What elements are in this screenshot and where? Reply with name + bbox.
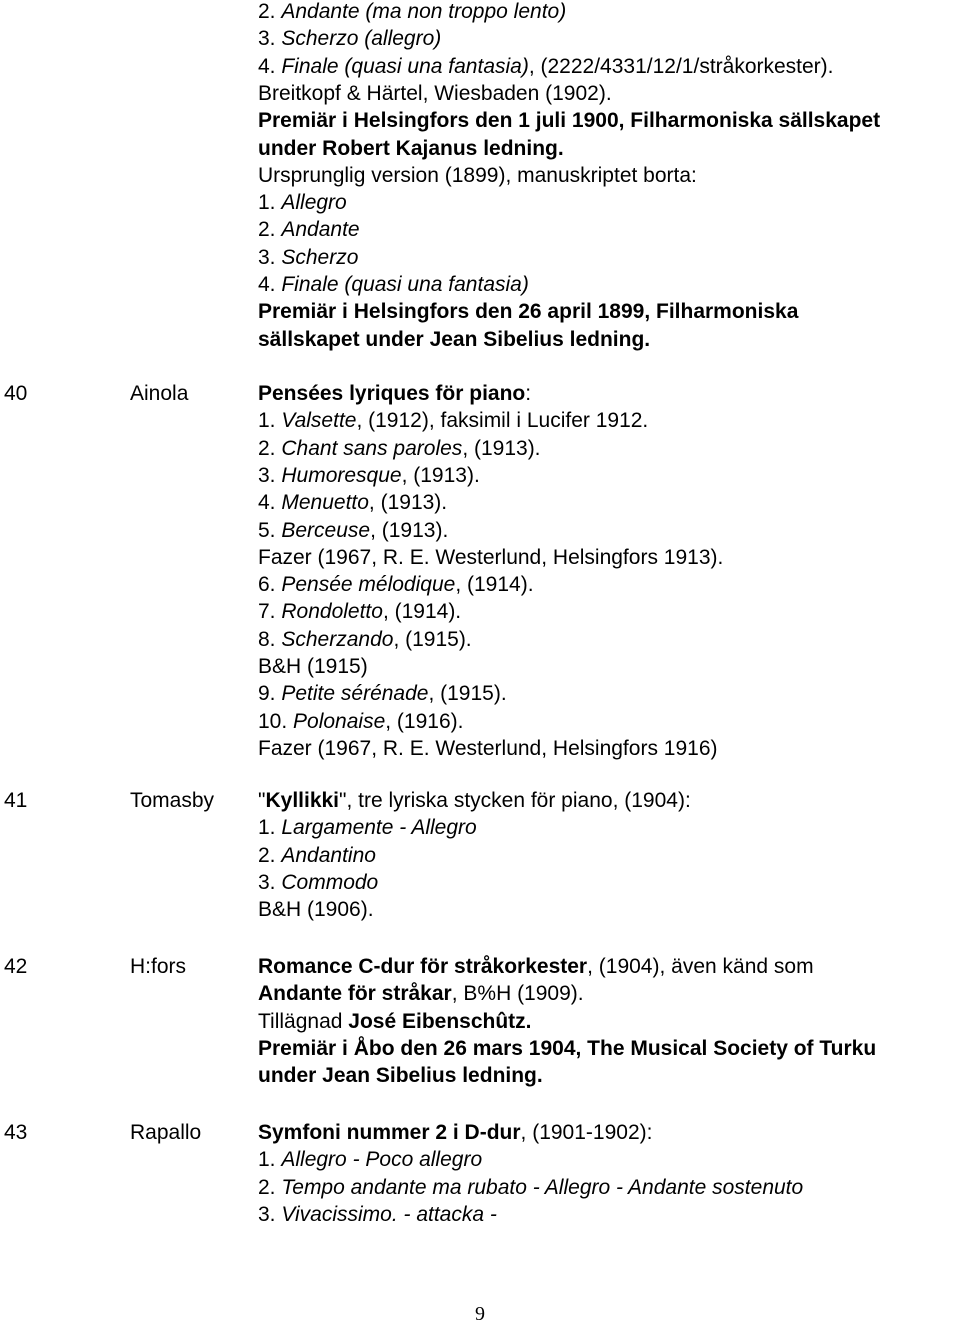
continuation-line: [258, 107, 880, 134]
entry-number: 40: [4, 382, 28, 405]
line-suffix: , (1915).: [393, 628, 472, 651]
line-text: Fazer (1967, R. E. Westerlund, Helsingfors 1913).: [258, 546, 724, 569]
line-prefix: 5.: [258, 519, 282, 542]
entry-place: Rapallo: [130, 1121, 202, 1144]
line-prefix: ": [258, 789, 266, 812]
entry-line: [258, 787, 691, 814]
line-title: Finale (quasi una fantasia): [281, 273, 529, 296]
line-prefix: 1.: [258, 816, 282, 839]
entry-line: [258, 489, 447, 516]
line-suffix: , (1913).: [370, 519, 449, 542]
line-text: Ursprunglig version (1899), manuskriptet borta:: [258, 164, 697, 187]
line-title: Scherzando: [281, 628, 394, 651]
line-title: Humoresque: [281, 464, 402, 487]
entry-line: [258, 544, 723, 571]
entry-line: [258, 517, 448, 544]
line-suffix: , (1915).: [428, 682, 507, 705]
line-prefix: 3.: [258, 464, 282, 487]
line-prefix: 2.: [258, 0, 282, 23]
line-prefix: 2.: [258, 1176, 282, 1199]
continuation-line: [258, 0, 566, 25]
line-title: Finale (quasi una fantasia): [281, 55, 529, 78]
line-title: Tempo andante ma rubato - Allegro - Andante sostenuto: [281, 1176, 804, 1199]
line-bold: Premiär i Helsingfors den 1 juli 1900, Filharmoniska sällskapet: [258, 109, 881, 132]
line-bold: Symfoni nummer 2 i D-dur: [258, 1121, 521, 1144]
line-prefix: 6.: [258, 573, 282, 596]
line-title: Andante: [281, 218, 360, 241]
line-suffix: ", tre lyriska stycken för piano, (1904):: [339, 789, 691, 812]
continuation-line: [258, 25, 441, 52]
entry-line: [258, 953, 814, 980]
line-title: Polonaise: [293, 710, 386, 733]
line-suffix: , (1913).: [368, 491, 448, 514]
continuation-line: [258, 135, 564, 162]
line-prefix: 7.: [258, 600, 282, 623]
entry-line: [258, 680, 507, 707]
entry-number: 41: [4, 789, 28, 812]
line-bold: Premiär i Åbo den 26 mars 1904, The Musical Society of Turku: [258, 1037, 877, 1060]
line-prefix: 10.: [258, 710, 294, 733]
entry-line: [258, 869, 378, 896]
line-text: Fazer (1967, R. E. Westerlund, Helsingfors 1916): [258, 737, 718, 760]
entry-line: [258, 1035, 876, 1062]
line-prefix: 4.: [258, 273, 282, 296]
line-prefix: 3.: [258, 27, 282, 50]
entry-place: H:fors: [130, 955, 187, 978]
continuation-line: [258, 271, 529, 298]
entry-line: [258, 598, 461, 625]
line-bold: sällskapet under Jean Sibelius ledning.: [258, 328, 651, 351]
line-prefix: 3.: [258, 246, 282, 269]
line-prefix: 4.: [258, 491, 282, 514]
entry-line: [258, 462, 480, 489]
line-title: Scherzo (allegro): [281, 27, 442, 50]
line-title: Allegro: [281, 191, 347, 214]
line-suffix: , (1904), även känd som: [587, 955, 814, 978]
line-title: Andantino: [281, 844, 376, 867]
line-prefix: 2.: [258, 844, 282, 867]
entry-line: [258, 980, 584, 1007]
entry-line: [258, 814, 477, 841]
line-suffix: , B%H (1909).: [451, 982, 584, 1005]
line-bold: Pensées lyriques för piano: [258, 382, 526, 405]
entry-line: [258, 1119, 652, 1146]
entry-number: 43: [4, 1121, 28, 1144]
line-suffix: :: [525, 382, 532, 405]
line-title: Valsette: [281, 409, 357, 432]
line-prefix: Tillägnad: [258, 1010, 349, 1033]
line-title: Menuetto: [281, 491, 369, 514]
line-prefix: 1.: [258, 409, 282, 432]
line-prefix: 3.: [258, 1203, 282, 1226]
line-suffix: , (1914).: [382, 600, 462, 623]
line-title: Scherzo: [281, 246, 359, 269]
line-suffix: , (1913).: [401, 464, 480, 487]
line-bold: Premiär i Helsingfors den 26 april 1899, Filharmoniska: [258, 300, 799, 323]
entry-line: [258, 896, 374, 923]
line-prefix: 3.: [258, 871, 282, 894]
entry-line: [258, 842, 376, 869]
entry-line: [258, 626, 472, 653]
line-title: Largamente - Allegro: [281, 816, 477, 839]
entry-line: [258, 1201, 497, 1228]
continuation-line: [258, 216, 360, 243]
line-suffix: , (1901-1902):: [520, 1121, 653, 1144]
line-text: B&H (1915): [258, 655, 368, 678]
entry-line: [258, 1174, 803, 1201]
entry-line: [258, 653, 368, 680]
entry-number: 42: [4, 955, 28, 978]
continuation-line: [258, 244, 358, 271]
line-prefix: 8.: [258, 628, 282, 651]
continuation-line: [258, 80, 612, 107]
line-prefix: 4.: [258, 55, 282, 78]
line-bold: José Eibenschûtz.: [348, 1010, 532, 1033]
line-suffix: , (1916).: [385, 710, 464, 733]
line-title: Commodo: [281, 871, 379, 894]
continuation-line: [258, 189, 347, 216]
entry-line: [258, 571, 534, 598]
entry-line: [258, 1146, 482, 1173]
line-title: Chant sans paroles: [281, 437, 463, 460]
line-bold: Kyllikki: [265, 789, 340, 812]
continuation-line: [258, 326, 650, 353]
line-bold: under Jean Sibelius ledning.: [258, 1064, 543, 1087]
continuation-line: [258, 298, 798, 325]
line-title: Petite sérénade: [281, 682, 429, 705]
entry-line: [258, 407, 648, 434]
line-text: B&H (1906).: [258, 898, 374, 921]
line-prefix: 9.: [258, 682, 282, 705]
line-bold: Romance C-dur för stråkorkester: [258, 955, 588, 978]
line-suffix: , (1912), faksimil i Lucifer 1912.: [356, 409, 649, 432]
line-title: Vivacissimo. - attacka -: [281, 1203, 497, 1226]
page-number: 9: [475, 1303, 485, 1325]
line-suffix: , (2222/4331/12/1/stråkorkester).: [528, 55, 834, 78]
line-bold: Andante för stråkar: [258, 982, 452, 1005]
entry-line: [258, 380, 531, 407]
line-prefix: 1.: [258, 1148, 282, 1171]
line-title: Allegro - Poco allegro: [281, 1148, 483, 1171]
line-prefix: 2.: [258, 218, 282, 241]
entry-line: [258, 735, 718, 762]
entry-place: Tomasby: [130, 789, 215, 812]
continuation-line: [258, 162, 697, 189]
line-text: Breitkopf & Härtel, Wiesbaden (1902).: [258, 82, 612, 105]
continuation-line: [258, 53, 834, 80]
line-prefix: 1.: [258, 191, 282, 214]
line-title: Rondoletto: [281, 600, 383, 623]
line-title: Andante (ma non troppo lento): [281, 0, 567, 23]
line-prefix: 2.: [258, 437, 282, 460]
line-title: Berceuse: [281, 519, 371, 542]
line-suffix: , (1914).: [455, 573, 534, 596]
entry-line: [258, 708, 463, 735]
entry-line: [258, 435, 541, 462]
entry-place: Ainola: [130, 382, 189, 405]
line-bold: under Robert Kajanus ledning.: [258, 137, 564, 160]
entry-line: [258, 1008, 532, 1035]
line-suffix: , (1913).: [462, 437, 541, 460]
entry-line: [258, 1062, 543, 1089]
line-title: Pensée mélodique: [281, 573, 456, 596]
